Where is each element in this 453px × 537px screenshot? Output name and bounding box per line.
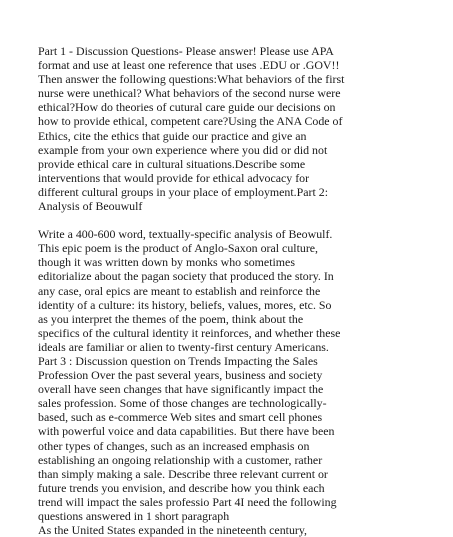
text-line: other types of changes, such as an increased emphasis on <box>38 438 310 453</box>
text-line: how to provide ethical, competent care?Using the ANA Code of <box>38 114 343 129</box>
text-line: with powerful voice and data capabilities. But there have been <box>38 424 335 439</box>
text-line: future trends you envision, and describe how you think each <box>38 480 325 495</box>
paragraph-part-1 <box>38 44 420 213</box>
text-line: interventions that would provide for ethical advocacy for <box>38 170 310 185</box>
text-line: though it was written down by monks who sometimes <box>38 255 295 270</box>
text-line: questions answered in 1 short paragraph <box>38 509 230 523</box>
text-line: Part 3 : Discussion question on Trends Impacting the Sales <box>38 353 318 368</box>
text-line: Analysis of Beouwulf <box>38 199 143 214</box>
document-page <box>38 44 420 537</box>
text-line: Write a 400-600 word, textually-specific analysis of Beowulf. <box>38 227 333 242</box>
text-line: example from your own experience where you did or did not <box>38 142 328 157</box>
paragraph-spacer <box>38 213 420 227</box>
text-line: sales profession. Some of those changes are technologically- <box>38 396 327 411</box>
text-line: different cultural groups in your place of employment.Part 2: <box>38 184 329 199</box>
text-line: provide ethical care in cultural situations.Describe some <box>38 156 306 171</box>
text-line: overall have seen changes that have significantly impact the <box>38 382 324 397</box>
text-line: format and use at least one reference that uses .EDU or .GOV!! <box>38 58 340 73</box>
text-line: Ethics, cite the ethics that guide our practice and give an <box>38 128 307 143</box>
paragraph-part-2-4 <box>38 227 420 537</box>
text-line: specifics of the cultural identity it reinforces, and whether these <box>38 325 341 340</box>
text-line: editorialize about the pagan society that produced the story. In <box>38 269 334 284</box>
text-line: ethical?How do theories of cutural care guide our decisions on <box>38 100 336 115</box>
text-line: As the United States expanded in the nineteenth century, <box>38 523 308 537</box>
text-line: identity of a culture: its history, beliefs, values, mores, etc. So <box>38 297 332 312</box>
text-line: establishing an ongoing relationship with a customer, rather <box>38 452 323 467</box>
text-line: Then answer the following questions:What behaviors of the first <box>38 72 345 87</box>
text-line: based, such as e-commerce Web sites and smart cell phones <box>38 410 323 425</box>
text-line: trend will impact the sales professio Part 4I need the following <box>38 494 337 509</box>
text-line: any case, oral epics are meant to establish and reinforce the <box>38 283 321 298</box>
text-line: Part 1 - Discussion Questions- Please answer! Please use APA <box>38 44 334 58</box>
text-line: nurse were unethical? What behaviors of the second nurse were <box>38 86 341 101</box>
text-line: This epic poem is the product of Anglo-Saxon oral culture, <box>38 241 319 256</box>
text-line: ideals are familiar or alien to twenty-first century Americans. <box>38 339 329 354</box>
text-line: Profession Over the past several years, business and society <box>38 368 323 383</box>
text-line: as you interpret the themes of the poem, think about the <box>38 311 304 326</box>
text-line: than simply making a sale. Describe three relevant current or <box>38 466 328 481</box>
